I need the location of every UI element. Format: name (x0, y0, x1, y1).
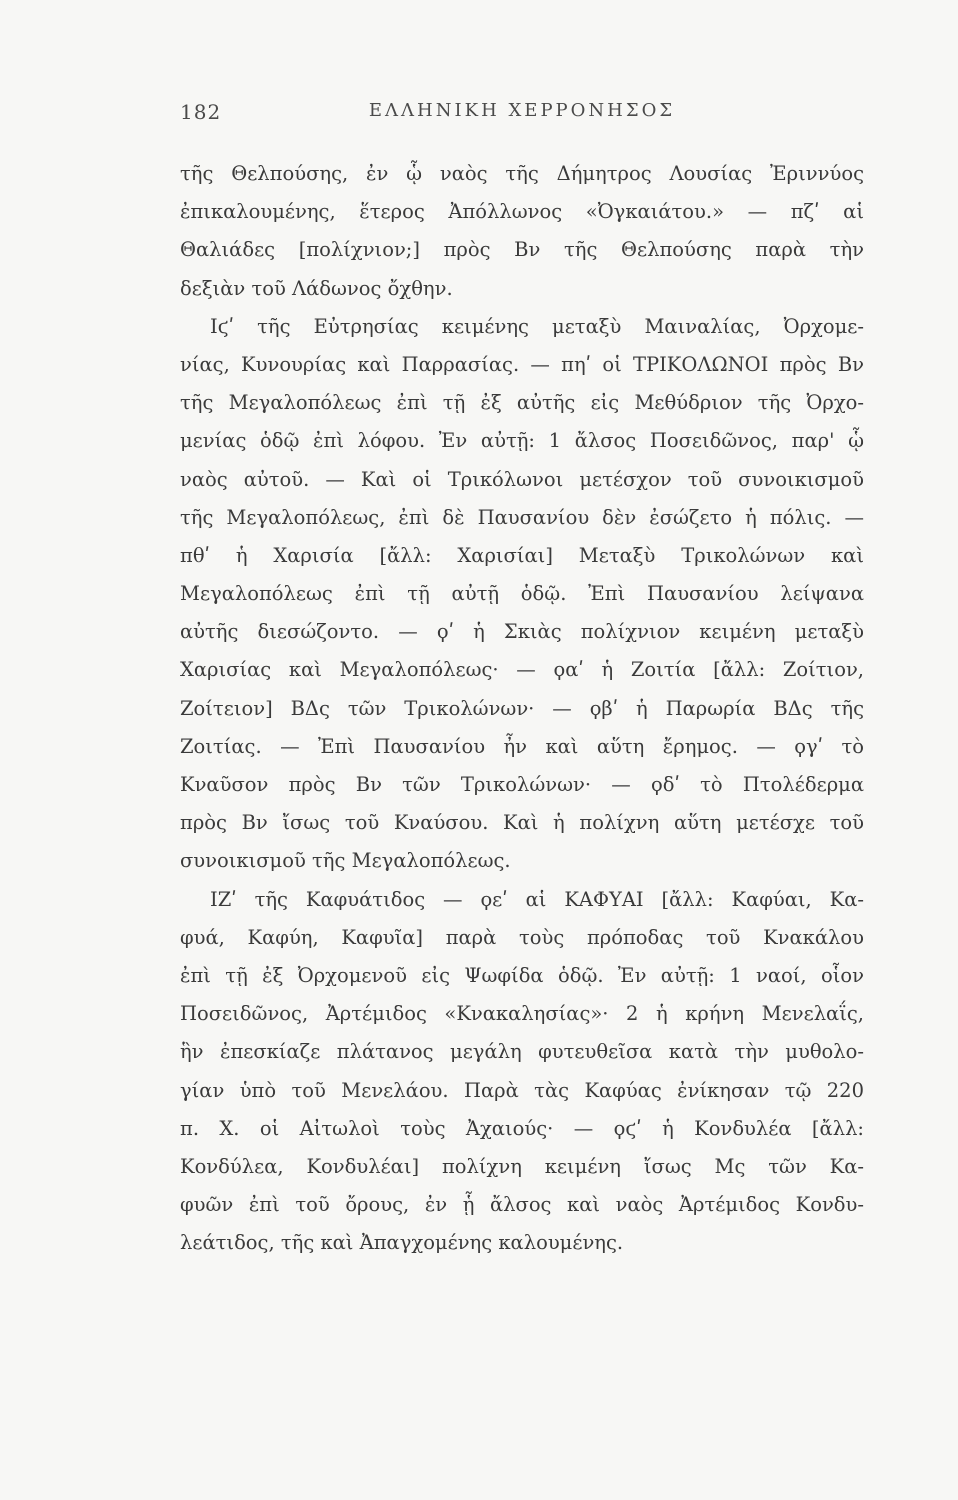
text-line: Ζοίτειον] ΒΔς τῶν Τρικολώνων· — ϙβʹ ἡ Παρωρία ΒΔς τῆς (180, 696, 864, 720)
text-line: πθʹ ἡ Χαρισία [ἄλλ: Χαρισίαι] Μεταξὺ Τρικολώνων καὶ (180, 543, 864, 567)
running-title: ΕΛΛΗΝΙΚΗ ΧΕΡΡΟΝΗΣΟΣ (368, 100, 676, 121)
text-line: τῆς Μεγαλοπόλεως ἐπὶ τῇ ἐξ αὐτῆς εἰς Μεθύδριον τῆς Ὀρχο- (180, 391, 864, 415)
text-line: γίαν ὑπὸ τοῦ Μενελάου. Παρὰ τὰς Καφύας ἐνίκησαν τῷ 220 (180, 1078, 864, 1102)
text-line: Χαρισίας καὶ Μεγαλοπόλεως· — ϙαʹ ἡ Ζοιτία [ἄλλ: Ζοίτιον, (180, 658, 864, 682)
text-line: Ιϛʹ τῆς Εὐτρησίας κειμένης μεταξὺ Μαιναλίας, Ὀρχομε- (210, 314, 864, 338)
text-line: νίας, Κυνουρίας καὶ Παρρασίας. — πηʹ οἱ ΤΡΙΚΟΛΩΝΟΙ πρὸς Βν (180, 352, 864, 376)
text-line: τῆς Μεγαλοπόλεως, ἐπὶ δὲ Παυσανίου δὲν ἐσώζετο ἡ πόλις. — (180, 505, 864, 529)
text-line: ἐπικαλουμένης, ἕτερος Ἀπόλλωνος «Ὀγκαιάτου.» — πζʹ αἱ (180, 200, 864, 224)
text-line: μενίας ὁδῷ ἐπὶ λόφου. Ἐν αὐτῇ: 1 ἄλσος Ποσειδῶνος, παρ' ᾧ (180, 429, 864, 453)
text-line: Μεγαλοπόλεως ἐπὶ τῇ αὐτῇ ὁδῷ. Ἐπὶ Παυσανίου λείψανα (180, 582, 864, 606)
text-line: ναὸς αὐτοῦ. — Καὶ οἱ Τρικόλωνοι μετέσχον τοῦ συνοικισμοῦ (180, 467, 864, 491)
text-line: Θαλιάδες [πολίχνιον;] πρὸς Βν τῆς Θελπούσης παρὰ τὴν (180, 238, 864, 262)
text-line: τῆς Θελπούσης, ἐν ᾧ ναὸς τῆς Δήμητρος Λουσίας Ἐριννύος (180, 162, 864, 185)
text-line: ἐπὶ τῇ ἐξ Ὀρχομενοῦ εἰς Ψωφίδα ὁδῷ. Ἐν αὐτῇ: 1 ναοί, οἷον (180, 963, 864, 987)
text-line: λεάτιδος, τῆς καὶ Ἀπαγχομένης καλουμένης. (180, 1231, 624, 1255)
body-text (180, 155, 864, 1262)
text-line: Ποσειδῶνος, Ἀρτέμιδος «Κνακαλησίας»· 2 ἡ κρήνη Μενελαΐς, (180, 1002, 864, 1026)
text-line: π. Χ. οἱ Αἰτωλοὶ τοὺς Ἀχαιούς· — ϙϛʹ ἡ Κονδυλέα [ἄλλ: (180, 1116, 864, 1140)
text-line: ΙΖʹ τῆς Καφυάτιδος — ϙεʹ αἱ ΚΑΦΥΑΙ [ἄλλ: Καφύαι, Κα- (210, 887, 864, 911)
text-line: πρὸς Βν ἴσως τοῦ Κναύσου. Καὶ ἡ πολίχνη αὕτη μετέσχε τοῦ (180, 811, 864, 835)
text-line: συνοικισμοῦ τῆς Μεγαλοπόλεως. (180, 849, 511, 873)
page-number: 182 (180, 100, 222, 124)
text-line: φυῶν ἐπὶ τοῦ ὄρους, ἐν ᾗ ἄλσος καὶ ναὸς Ἀρτέμιδος Κονδυ- (180, 1193, 864, 1217)
text-line: δεξιὰν τοῦ Λάδωνος ὄχθην. (180, 276, 453, 300)
text-line: Ζοιτίας. — Ἐπὶ Παυσανίου ἦν καὶ αὕτη ἔρημος. — ϙγʹ τὸ (180, 734, 864, 758)
text-line: αὐτῆς διεσώζοντο. — ϙʹ ἡ Σκιὰς πολίχνιον κειμένη μεταξὺ (180, 620, 864, 644)
text-line: Κονδύλεα, Κονδυλέαι] πολίχνη κειμένη ἴσως Μς τῶν Κα- (180, 1154, 864, 1178)
text-line: Κναῦσον πρὸς Βν τῶν Τρικολώνων· — ϙδʹ τὸ Πτολέδερμα (180, 773, 864, 796)
text-line: φυά, Καφύη, Καφυῖα] παρὰ τοὺς πρόποδας τοῦ Κνακάλου (180, 925, 864, 949)
text-line: ἣν ἐπεσκίαζε πλάτανος μεγάλη φυτευθεῖσα κατὰ τὴν μυθολο- (180, 1040, 864, 1064)
page-header (180, 100, 864, 130)
